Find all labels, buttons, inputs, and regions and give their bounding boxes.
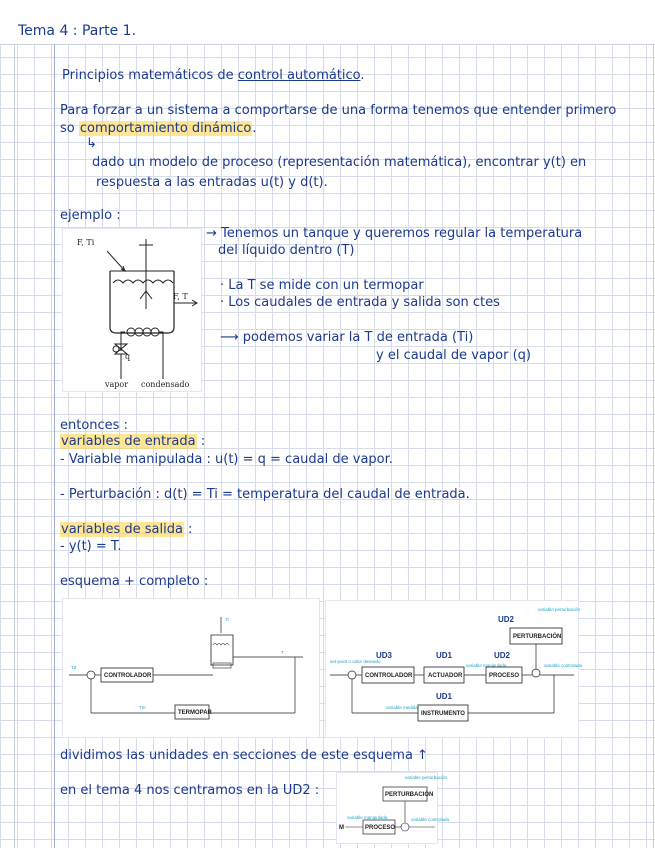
loop1-sensor: TERMOPAR (178, 710, 212, 716)
paragraph-line-1 (60, 103, 616, 118)
tank-figure (62, 228, 202, 392)
loop3-m: M (339, 825, 344, 831)
loop3-process: PROCESO (365, 825, 396, 831)
inputs-heading (60, 434, 205, 449)
text-segment: : (196, 434, 206, 449)
loop1-t: T (281, 650, 284, 655)
margin-line (54, 44, 55, 848)
paragraph-line-4: respuesta a las entradas u(t) y d(t). (96, 175, 328, 190)
example-line-6: y el caudal de vapor (q) (376, 348, 532, 363)
focus-line: en el tema 4 nos centramos en la UD2 : (60, 783, 320, 798)
loop3-manip-note: variable manipulada (347, 815, 388, 820)
loop1-ti: Ti (225, 617, 229, 622)
loop2-disturbance: PERTURBACIÓN (513, 634, 562, 640)
paragraph-line-2 (60, 121, 257, 136)
loop2-ctrl-note: variable controlada (544, 663, 583, 668)
loop3-ctrl-note: variable controlada (411, 817, 450, 822)
example-line-5: ⟶ podemos variar la T de entrada (Ti) (220, 330, 474, 345)
example-line-1: → Tenemos un tanque y queremos regular la temperatura (206, 226, 583, 241)
tank-outlet-label: F, T (173, 292, 188, 301)
scheme-label: esquema + completo : (60, 574, 209, 589)
loop2-actuator: ACTUADOR (428, 673, 463, 679)
paragraph-line-3: dado un modelo de proceso (representación matemática), encontrar y(t) en (92, 155, 587, 170)
loop2-ud1-a: UD1 (436, 651, 453, 660)
loop2-pert-note: variable perturbación (538, 607, 581, 612)
text-segment: so (60, 121, 79, 136)
heading-underlined: control automático (237, 68, 361, 83)
text-segment: : (183, 522, 193, 537)
text-segment: sistema (167, 103, 219, 118)
example-label: ejemplo : (60, 208, 121, 223)
highlight: variables de salida (61, 522, 183, 537)
highlight: comportamiento dinámico (79, 121, 252, 136)
tank-vapor-label: vapor (105, 380, 129, 389)
control-loop-figure-1 (62, 598, 320, 738)
division-line: dividimos las unidades en secciones de este esquema ↑ (60, 748, 428, 763)
heading-text: Principios matemáticos de (62, 68, 238, 83)
example-line-3: · La T se mide con un termopar (220, 278, 424, 293)
highlight: variables de entrada (61, 434, 196, 449)
loop2-controller: CONTROLADOR (365, 673, 413, 679)
example-line-4: · Los caudales de entrada y salida son ctes (220, 295, 500, 310)
loop2-manip-note: variable manipulada (466, 663, 507, 668)
loop1-td: Td (71, 665, 77, 670)
loop2-process: PROCESO (489, 673, 520, 679)
loop3-disturbance: PERTURBACIÓN (385, 792, 434, 798)
loop3-pert-note: variable perturbación (405, 775, 448, 780)
loop2-ud2-top: UD2 (498, 615, 515, 624)
loop1-controller: CONTROLADOR (104, 673, 152, 679)
output-variable-line: - y(t) = T. (60, 539, 122, 554)
text-segment: a comportarse de una forma tenemos que entender primero (218, 103, 617, 118)
heading-line (62, 68, 365, 83)
loop2-meas-note: variable medida (386, 705, 418, 710)
outputs-heading (60, 522, 192, 537)
disturbance-line: - Perturbación : d(t) = Ti = temperatura del caudal de entrada. (60, 487, 470, 502)
loop2-ud3: UD3 (376, 651, 393, 660)
text-segment: . (252, 121, 257, 136)
control-loop-figure-2 (325, 600, 583, 738)
entonces-label: entonces : (60, 418, 128, 433)
arrow-mark: ↳ (86, 136, 97, 151)
loop2-setpoint-note: set-point o valor deseado (330, 659, 381, 664)
loop1-tm: Tm (139, 705, 146, 710)
heading-period: . (360, 68, 365, 83)
loop2-ud2-b: UD2 (494, 651, 511, 660)
tank-q-label: q (125, 352, 131, 361)
tank-inlet-label: F, Ti (77, 238, 95, 247)
loop2-ud1-b: UD1 (436, 692, 453, 701)
loop2-instrument: INSTRUMENTO (421, 711, 465, 717)
page-title: Tema 4 : Parte 1. (18, 23, 137, 39)
example-line-2: del líquido dentro (T) (218, 243, 355, 258)
control-loop-figure-3 (336, 772, 450, 844)
manipulated-variable-line: - Variable manipulada : u(t) = q = caudal de vapor. (60, 452, 393, 467)
text-segment: Para forzar a un (60, 103, 168, 118)
tank-condensado-label: condensado (141, 380, 190, 389)
